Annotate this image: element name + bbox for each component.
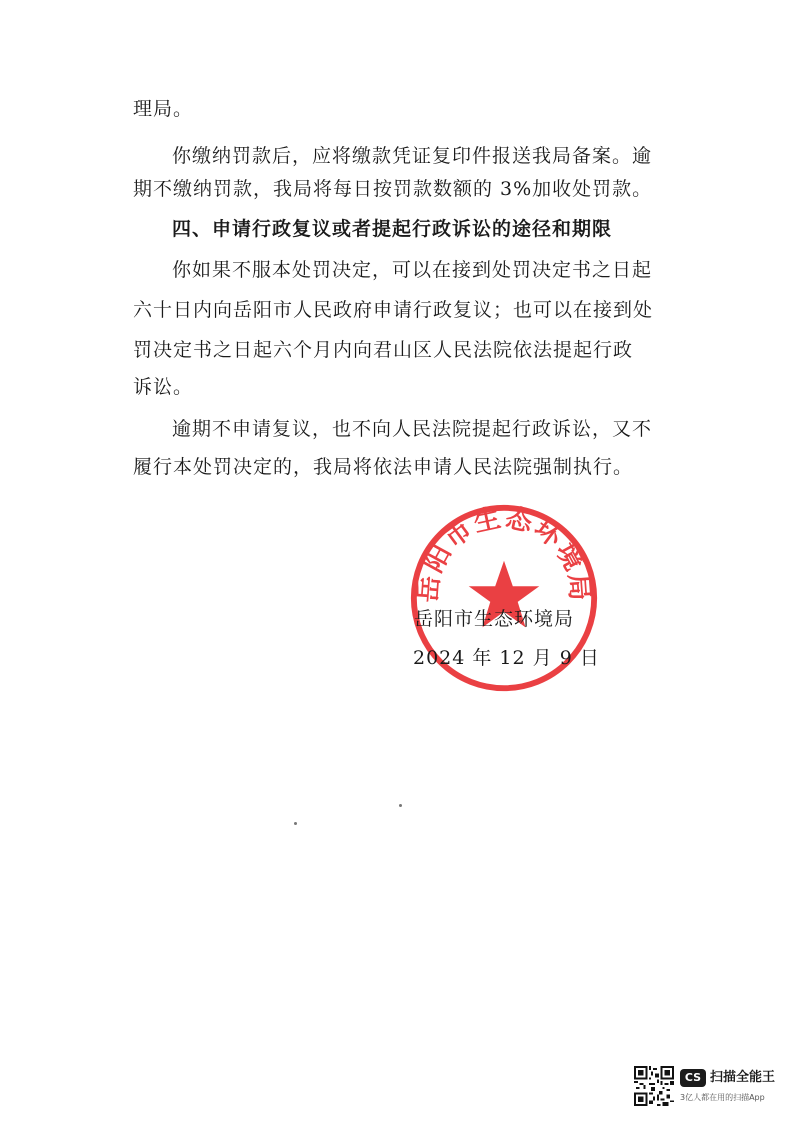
scan-speck bbox=[399, 804, 402, 807]
text-line: 诉讼。 bbox=[133, 376, 194, 398]
scanner-tagline: 3亿人都在用的扫描App bbox=[680, 1093, 765, 1102]
svg-text:岳阳市生态环境局: 岳阳市生态环境局 bbox=[412, 502, 596, 604]
text-line: 你如果不服本处罚决定，可以在接到处罚决定书之日起 bbox=[172, 259, 653, 281]
scanner-brand-name: 扫描全能王 bbox=[710, 1070, 776, 1085]
text-line: 逾期不申请复议，也不向人民法院提起行政诉讼，又不 bbox=[172, 418, 653, 440]
scanner-watermark bbox=[634, 1066, 784, 1110]
signature-organization: 岳阳市生态环境局 bbox=[414, 608, 575, 630]
text-line: 你缴纳罚款后，应将缴款凭证复印件报送我局备案。逾 bbox=[172, 145, 653, 167]
text-line: 六十日内向岳阳市人民政府申请行政复议；也可以在接到处 bbox=[133, 299, 654, 321]
text-line: 罚决定书之日起六个月内向君山区人民法院依法提起行政 bbox=[133, 339, 634, 361]
text-line: 期不缴纳罚款，我局将每日按罚款数额的 3%加收处罚款。 bbox=[133, 178, 653, 200]
signature-date: 2024 年 12 月 9 日 bbox=[413, 647, 600, 669]
text-line: 理局。 bbox=[133, 98, 194, 120]
scan-speck bbox=[294, 822, 297, 825]
camscanner-logo-icon: CS bbox=[680, 1069, 706, 1087]
qr-code-icon bbox=[634, 1066, 674, 1106]
section-heading: 四、申请行政复议或者提起行政诉讼的途径和期限 bbox=[172, 218, 613, 240]
text-line: 履行本处罚决定的，我局将依法申请人民法院强制执行。 bbox=[133, 456, 634, 478]
